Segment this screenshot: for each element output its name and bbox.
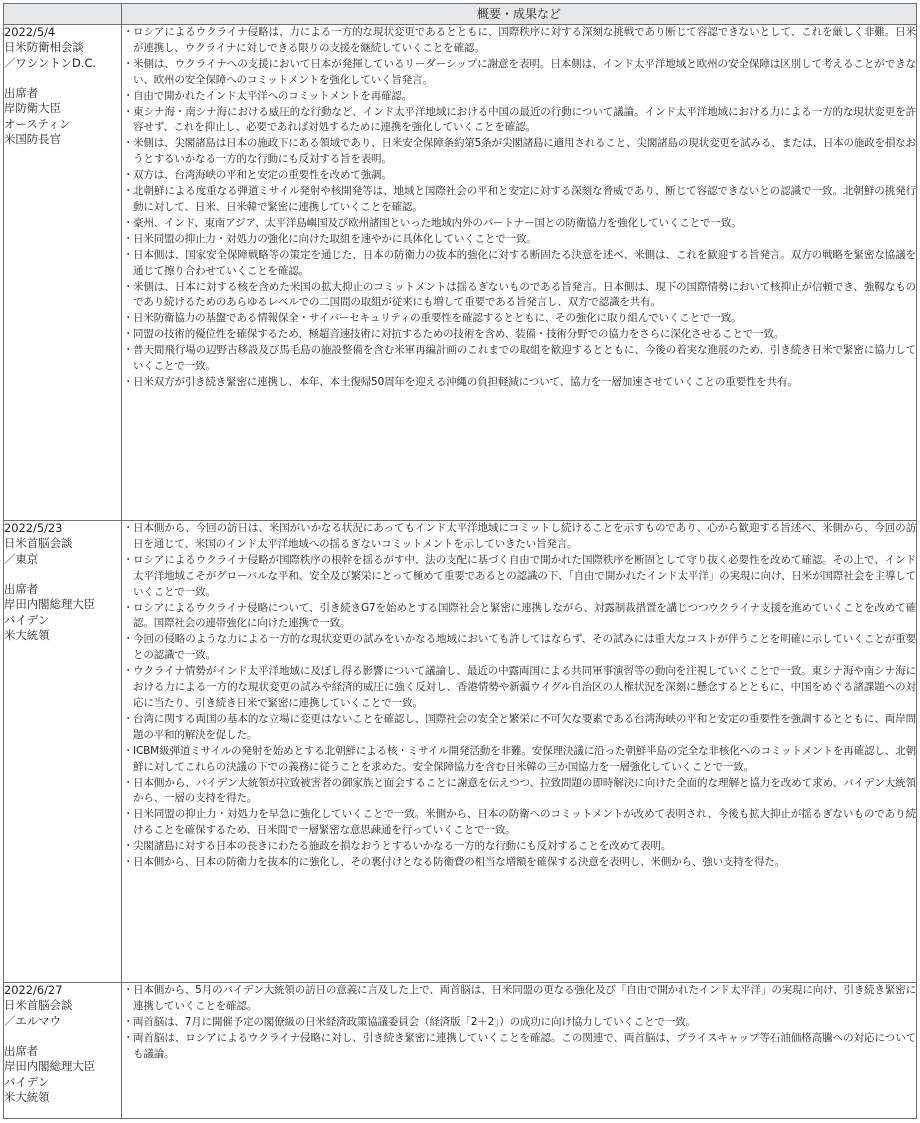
attendee: 岸田内閣総理大臣 (4, 597, 96, 612)
attendee: オースティン (4, 116, 71, 131)
list-item: ・ 日本側は、国家安全保障戦略等の策定を通じた、日本の防衛力の抜本的強化に対する断固たる決意を述べ、米側は、これを歓迎する旨発言。双方の戦略を緊密な協議を通じて擦り合わせていくことを確認。 (123, 248, 916, 277)
attendees-label: 出席者 (4, 86, 39, 101)
table-row (4, 521, 917, 983)
list-item: ・ 自由で開かれたインド太平洋へのコミットメントを再確認。 (123, 89, 413, 102)
meeting-date: 2022/5/23 (4, 521, 63, 535)
list-item: ・ 日米防衛協力の基盤である情報保全・サイバーセキュリティの重要性を確認するとともに、その強化に取り組んでいくことで一致。 (123, 312, 742, 325)
list-item: ・ 北朝鮮による度重なる弾道ミサイル発射や核開発等は、地域と国際社会の平和と安定に対する深刻な脅威であり、断じて容認できないとの認識で一致。北朝鮮の挑発行動に対して、日米、日米韓で緊密に連携していくことを確認。 (123, 185, 916, 213)
attendee: 米大統領 (4, 628, 50, 643)
table-header-row (4, 4, 917, 25)
list-item: ・ 台湾に関する両国の基本的な立場に変更はないことを確認し、国際社会の安全と繁栄に不可欠な要素である台湾海峡の平和と安定の重要性を強調するとともに、両岸問題の平和的解決を促した。 (123, 712, 916, 741)
meeting-name: 日米防衛相会談 (4, 40, 84, 55)
list-item: ・ 日米同盟の抑止力・対処力の強化に向けた取組を速やかに具体化していくことで一致。 (123, 232, 537, 245)
list-item: ・ 東シナ海・南シナ海における威圧的な行動など、インド太平洋地域における中国の最近の行動について議論。インド太平洋地域における力による一方的な現状変更を許容せず、これを抑止し、必要であれば対処するために連携を強化していくことを確認。 (123, 105, 916, 134)
summary-list (122, 521, 916, 871)
meeting-summary-cell (122, 521, 917, 983)
list-item: ・ 双方は、台湾海峡の平和と安定の重要性を改めて強調。 (123, 169, 392, 182)
list-item: ・ 米側は、日本に対する核を含めた米国の拡大抑止のコミットメントは揺るぎないものである旨発言。日本側は、現下の国際情勢において核抑止が信頼でき、強靱なものであり続けるためのあらゆるレベルでの二国間の取組が従来にも増して重要である旨発言し、双方で認識を共有。 (123, 280, 916, 309)
summary-list (122, 983, 916, 1063)
attendee: バイデン (4, 1074, 50, 1089)
meeting-summary-cell (122, 983, 917, 1119)
list-item: ・ 米側は、ウクライナへの支援において日本が発揮しているリーダーシップに謝意を表明。日本側は、インド太平洋地域と欧州の安全保障は区別して考えることができない、欧州の安全保障へのコミットメントを強化していく旨発言。 (123, 57, 916, 86)
meeting-name: 日米首脳会談 (4, 536, 73, 551)
header-blank-cell (4, 4, 122, 25)
meeting-place: ／ワシントンD.C. (4, 55, 97, 70)
meeting-date: 2022/5/4 (4, 25, 56, 39)
attendee: 米国防長官 (4, 132, 61, 147)
meeting-info-cell (4, 983, 122, 1119)
meeting-date: 2022/6/27 (4, 983, 63, 997)
meeting-summary-cell (122, 25, 917, 521)
table-row (4, 25, 917, 521)
list-item: ・ ロシアによるウクライナ侵略は、力による一方的な現状変更であるとともに、国際秩序に対する深刻な挑戦であり断じて容認できないとして、これを厳しく非難。日米が連携し、ウクライナに対しできる限りの支援を継続していくことを確認。 (123, 26, 916, 54)
attendee: 米大統領 (4, 1090, 50, 1105)
list-item: ・ 普天間飛行場の辺野古移設及び馬毛島の施設整備を含む米軍再編計画のこれまでの取組を歓迎するとともに、今後の着実な進展のため、引き続き日米で緊密に協力していくことで一致。 (123, 344, 916, 373)
list-item: ・ ICBM級弾道ミサイルの発射を始めとする北朝鮮による核・ミサイル開発活動を非難。安保理決議に沿った朝鮮半島の完全な非核化へのコミットメントを再確認し、北朝鮮に対してこれらの決議の下での義務に従うことを求めた。安全保障協力を含む日米韓の三か国協力を一層強化していくことで一致。 (123, 744, 916, 773)
meeting-place: ／東京 (4, 551, 39, 566)
list-item: ・ 今回の侵略のような力による一方的な現状変更の試みをいかなる地域においても許してはならず、その試みには重大なコストが伴うことを明確に示していくことが重要との認識で一致。 (123, 633, 916, 662)
list-item: ・ 日米同盟の抑止力・対処力を早急に強化していくことで一致。米側から、日本の防衛へのコミットメントが改めて表明され、今後も拡大抑止が揺るぎないものであり続けることを確保するため、日米間で一層緊密な意思疎通を行っていくことで一致。 (123, 808, 916, 837)
meeting-name: 日米首脳会談 (4, 998, 73, 1013)
attendee: 岸防衛大臣 (4, 101, 61, 116)
list-item: ・ 日本側から、日本の防衛力を抜本的に強化し、その裏付けとなる防衛費の相当な増額を確保する決意を表明し、米側から、強い支持を得た。 (123, 856, 786, 869)
meeting-info-cell (4, 521, 122, 983)
list-item: ・ 両首脳は、ロシアによるウクライナ侵略に対し、引き続き緊密に連携していくことを確認。この関連で、両首脳は、プライスキャップ等石油価格高騰への対応についても議論。 (123, 1031, 916, 1060)
meeting-place: ／エルマウ (4, 1013, 61, 1028)
header-summary-cell: 概要・成果など (122, 4, 917, 25)
list-item: ・ ロシアによるウクライナ侵略について、引き続きG7を始めとする国際社会と緊密に連携しながら、対露制裁措置を講じつつウクライナ支援を進めていくことを改めて確認。国際社会の連帯強化に向けた連携で一致。 (123, 601, 916, 630)
list-item: ・ 日本側から、5月のバイデン大統領の訪日の意義に言及した上で、両首脳は、日米同盟の更なる強化及び「自由で開かれたインド太平洋」の実現に向け、引き続き緊密に連携していくことを確認。 (123, 984, 916, 1012)
list-item: ・ 日本側から、バイデン大統領が拉致被害者の御家族と面会することに謝意を伝えつつ、拉致問題の即時解決に向けた全面的な理解と協力を改めて求め、バイデン大統領から、一層の支持を得た。 (123, 776, 916, 805)
attendees-label: 出席者 (4, 582, 39, 597)
attendees-label: 出席者 (4, 1044, 39, 1059)
list-item: ・ 両首脳は、7月に開催予定の閣僚級の日米経済政策協議委員会（経済版「2＋2」）の成功に向け協力していくことで一致。 (123, 1015, 696, 1028)
list-item: ・ ウクライナ情勢がインド太平洋地域に及ぼし得る影響について議論し、最近の中露両国による共同軍事演習等の動向を注視していくことで一致。東シナ海や南シナ海における力による一方的な現状変更の試みや経済的威圧に強く反対し、香港情勢や新疆ウイグル自治区の人権状況を深刻に懸念するとともに、中国をめぐる諸課題への対応に当たり、引き続き日米で緊密に連携していくことで一致。 (123, 665, 916, 709)
attendee: バイデン (4, 612, 50, 627)
table-row (4, 983, 917, 1119)
list-item: ・ 豪州、インド、東南アジア、太平洋島嶼国及び欧州諸国といった地域内外のパートナー国との防衛協力を強化していくことで一致。 (123, 216, 742, 229)
summary-list (122, 25, 916, 391)
list-item: ・ ロシアによるウクライナ侵略が国際秩序の根幹を揺るがす中、法の支配に基づく自由で開かれた国際秩序を断固として守り抜く必要性を改めて確認。その上で、インド太平洋地域こそがグローバルな平和、安全及び繁栄にとって極めて重要であるとの認識の下、「自由で開かれたインド太平洋」の実現に向け、日米が国際社会を主導していくことで一致。 (123, 553, 916, 598)
list-item: ・ 米側は、尖閣諸島は日本の施政下にある領域であり、日米安全保障条約第5条が尖閣諸島に適用されること、尖閣諸島の現状変更を試みる、または、日本の施政を損なおうとするいかなる一方的な行動にも反対する旨を表明。 (123, 137, 916, 166)
meetings-table (3, 3, 917, 1119)
meeting-info-cell (4, 25, 122, 521)
list-item: ・ 同盟の技術的優位性を確保するため、極超音速技術に対抗するための技術を含め、装備・技術分野での協力をさらに深化させることで一致。 (123, 328, 785, 341)
list-item: ・ 日本側から、今回の訪日は、米国がいかなる状況にあってもインド太平洋地域にコミットし続けることを示すものであり、心から歓迎する旨述べ、米側から、今回の訪日を通じて、米国のインド太平洋地域への揺るぎないコミットメントを示していきたい旨発言。 (123, 522, 916, 550)
attendee: 岸田内閣総理大臣 (4, 1059, 96, 1074)
list-item: ・ 日米双方が引き続き緊密に連携し、本年、本土復帰50周年を迎える沖縄の負担軽減について、協力を一層加速させていくことの重要性を共有。 (123, 375, 798, 388)
list-item: ・ 尖閣諸島に対する日本の長きにわたる施政を損なおうとするいかなる一方的な行動にも反対することを改めて表明。 (123, 840, 672, 853)
